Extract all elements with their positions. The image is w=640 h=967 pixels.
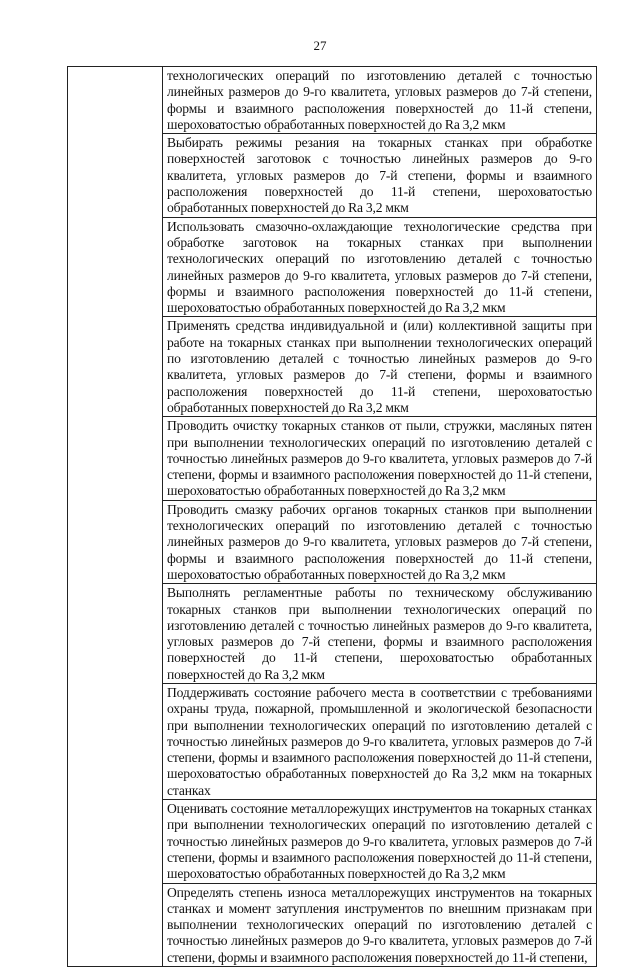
skill-cell bbox=[163, 683, 597, 799]
skill-text: технологических операций по изготовлению деталей с точностью линейных размеров до 9-го квалитета, угловых размеров до 7-й степени, формы и взаимного расположения поверхностей до 11-й степени, шероховатостью обработанных поверхностей до Ra 3,2 мкм bbox=[167, 68, 592, 132]
skill-text: Выполнять регламентные работы по техническому обслуживанию токарных станков при выполнении технологических операций по изготовлению деталей с точностью линейных размеров до 9-го квалитета, угловых размеров до 7-й степени, формы и взаимного расположения поверхностей до 11-й степени, шероховатостью обработанных поверхностей до Ra 3,2 мкм bbox=[167, 585, 592, 682]
skill-cell bbox=[163, 67, 597, 134]
skills-table bbox=[67, 66, 597, 967]
skills-table-body bbox=[68, 67, 597, 967]
skill-text: Поддерживать состояние рабочего места в соответствии с требованиями охраны труда, пожарной, промышленной и экологической безопасности при выполнении технологических операций по изготовлению деталей с точностью линейных размеров до 9-го квалитета, угловых размеров до 7-й степени, формы и взаимного расположения поверхностей до 11-й степени, шероховатостью обработанных поверхностей до Ra 3,2 мкм на токарных станках bbox=[167, 684, 592, 798]
skill-text: Проводить очистку токарных станков от пыли, стружки, масляных пятен при выполнении технологических операций по изготовлению деталей с точностью линейных размеров до 9-го квалитета, угловых размеров до 7-й степени, формы и взаимного расположения поверхностей до 11-й степени, шероховатостью обработанных поверхностей до Ra 3,2 мкм bbox=[167, 418, 592, 499]
skill-text: Применять средства индивидуальной и (или) коллективной защиты при работе на токарных станках при выполнении технологических операций по изготовлению деталей с точностью линейных размеров до 9-го квалитета, угловых размеров до 7-й степени, формы и взаимного расположения поверхностей до 11-й степени, шероховатостью обработанных поверхностей до Ra 3,2 мкм bbox=[167, 318, 592, 415]
skills-table-container bbox=[67, 66, 595, 965]
skill-cell bbox=[163, 883, 597, 966]
skill-text: Оценивать состояние металлорежущих инструментов на токарных станках при выполнении технологических операций по изготовлению деталей с точностью линейных размеров до 9-го квалитета, угловых размеров до 7-й степени, формы и взаимного расположения поверхностей до 11-й степени, шероховатостью обработанных поверхностей до Ra 3,2 мкм bbox=[167, 801, 592, 882]
table-row bbox=[68, 67, 597, 134]
skill-text: Использовать смазочно-охлаждающие технологические средства при обработке заготовок на токарных станках при выполнении технологических операций по изготовлению деталей с точностью линейных размеров до 9-го квалитета, угловых размеров до 7-й степени, формы и взаимного расположения поверхностей до 11-й степени, шероховатостью обработанных поверхностей до Ra 3,2 мкм bbox=[167, 218, 592, 316]
labor-function-cell bbox=[68, 67, 163, 967]
skill-cell bbox=[163, 800, 597, 883]
skill-cell bbox=[163, 134, 597, 217]
skill-text: Определять степень износа металлорежущих инструментов на токарных станках и момент затупления инструментов по внешним признакам при выполнении технологических операций по изготовлению деталей с точностью линейных размеров до 9-го квалитета, угловых размеров до 7-й степени, формы и взаимного расположения поверхностей до 11-й степени, bbox=[167, 884, 592, 965]
skill-cell bbox=[163, 317, 597, 417]
skill-cell bbox=[163, 417, 597, 500]
skill-cell bbox=[163, 584, 597, 684]
page-number: 27 bbox=[313, 38, 327, 53]
skill-text: Выбирать режимы резания на токарных станках при обработке поверхностей заготовок с точностью линейных размеров до 9-го квалитета, угловых размеров до 7-й степени, формы и взаимного расположения поверхностей до 11-й степени, шероховатостью обработанных поверхностей до Ra 3,2 мкм bbox=[167, 135, 592, 216]
skill-cell bbox=[163, 217, 597, 317]
skill-cell bbox=[163, 500, 597, 583]
skill-text: Проводить смазку рабочих органов токарных станков при выполнении технологических операций по изготовлению деталей с точностью линейных размеров до 9-го квалитета, угловых размеров до 7-й степени, формы и взаимного расположения поверхностей до 11-й степени, шероховатостью обработанных поверхностей до Ra 3,2 мкм bbox=[167, 501, 592, 582]
